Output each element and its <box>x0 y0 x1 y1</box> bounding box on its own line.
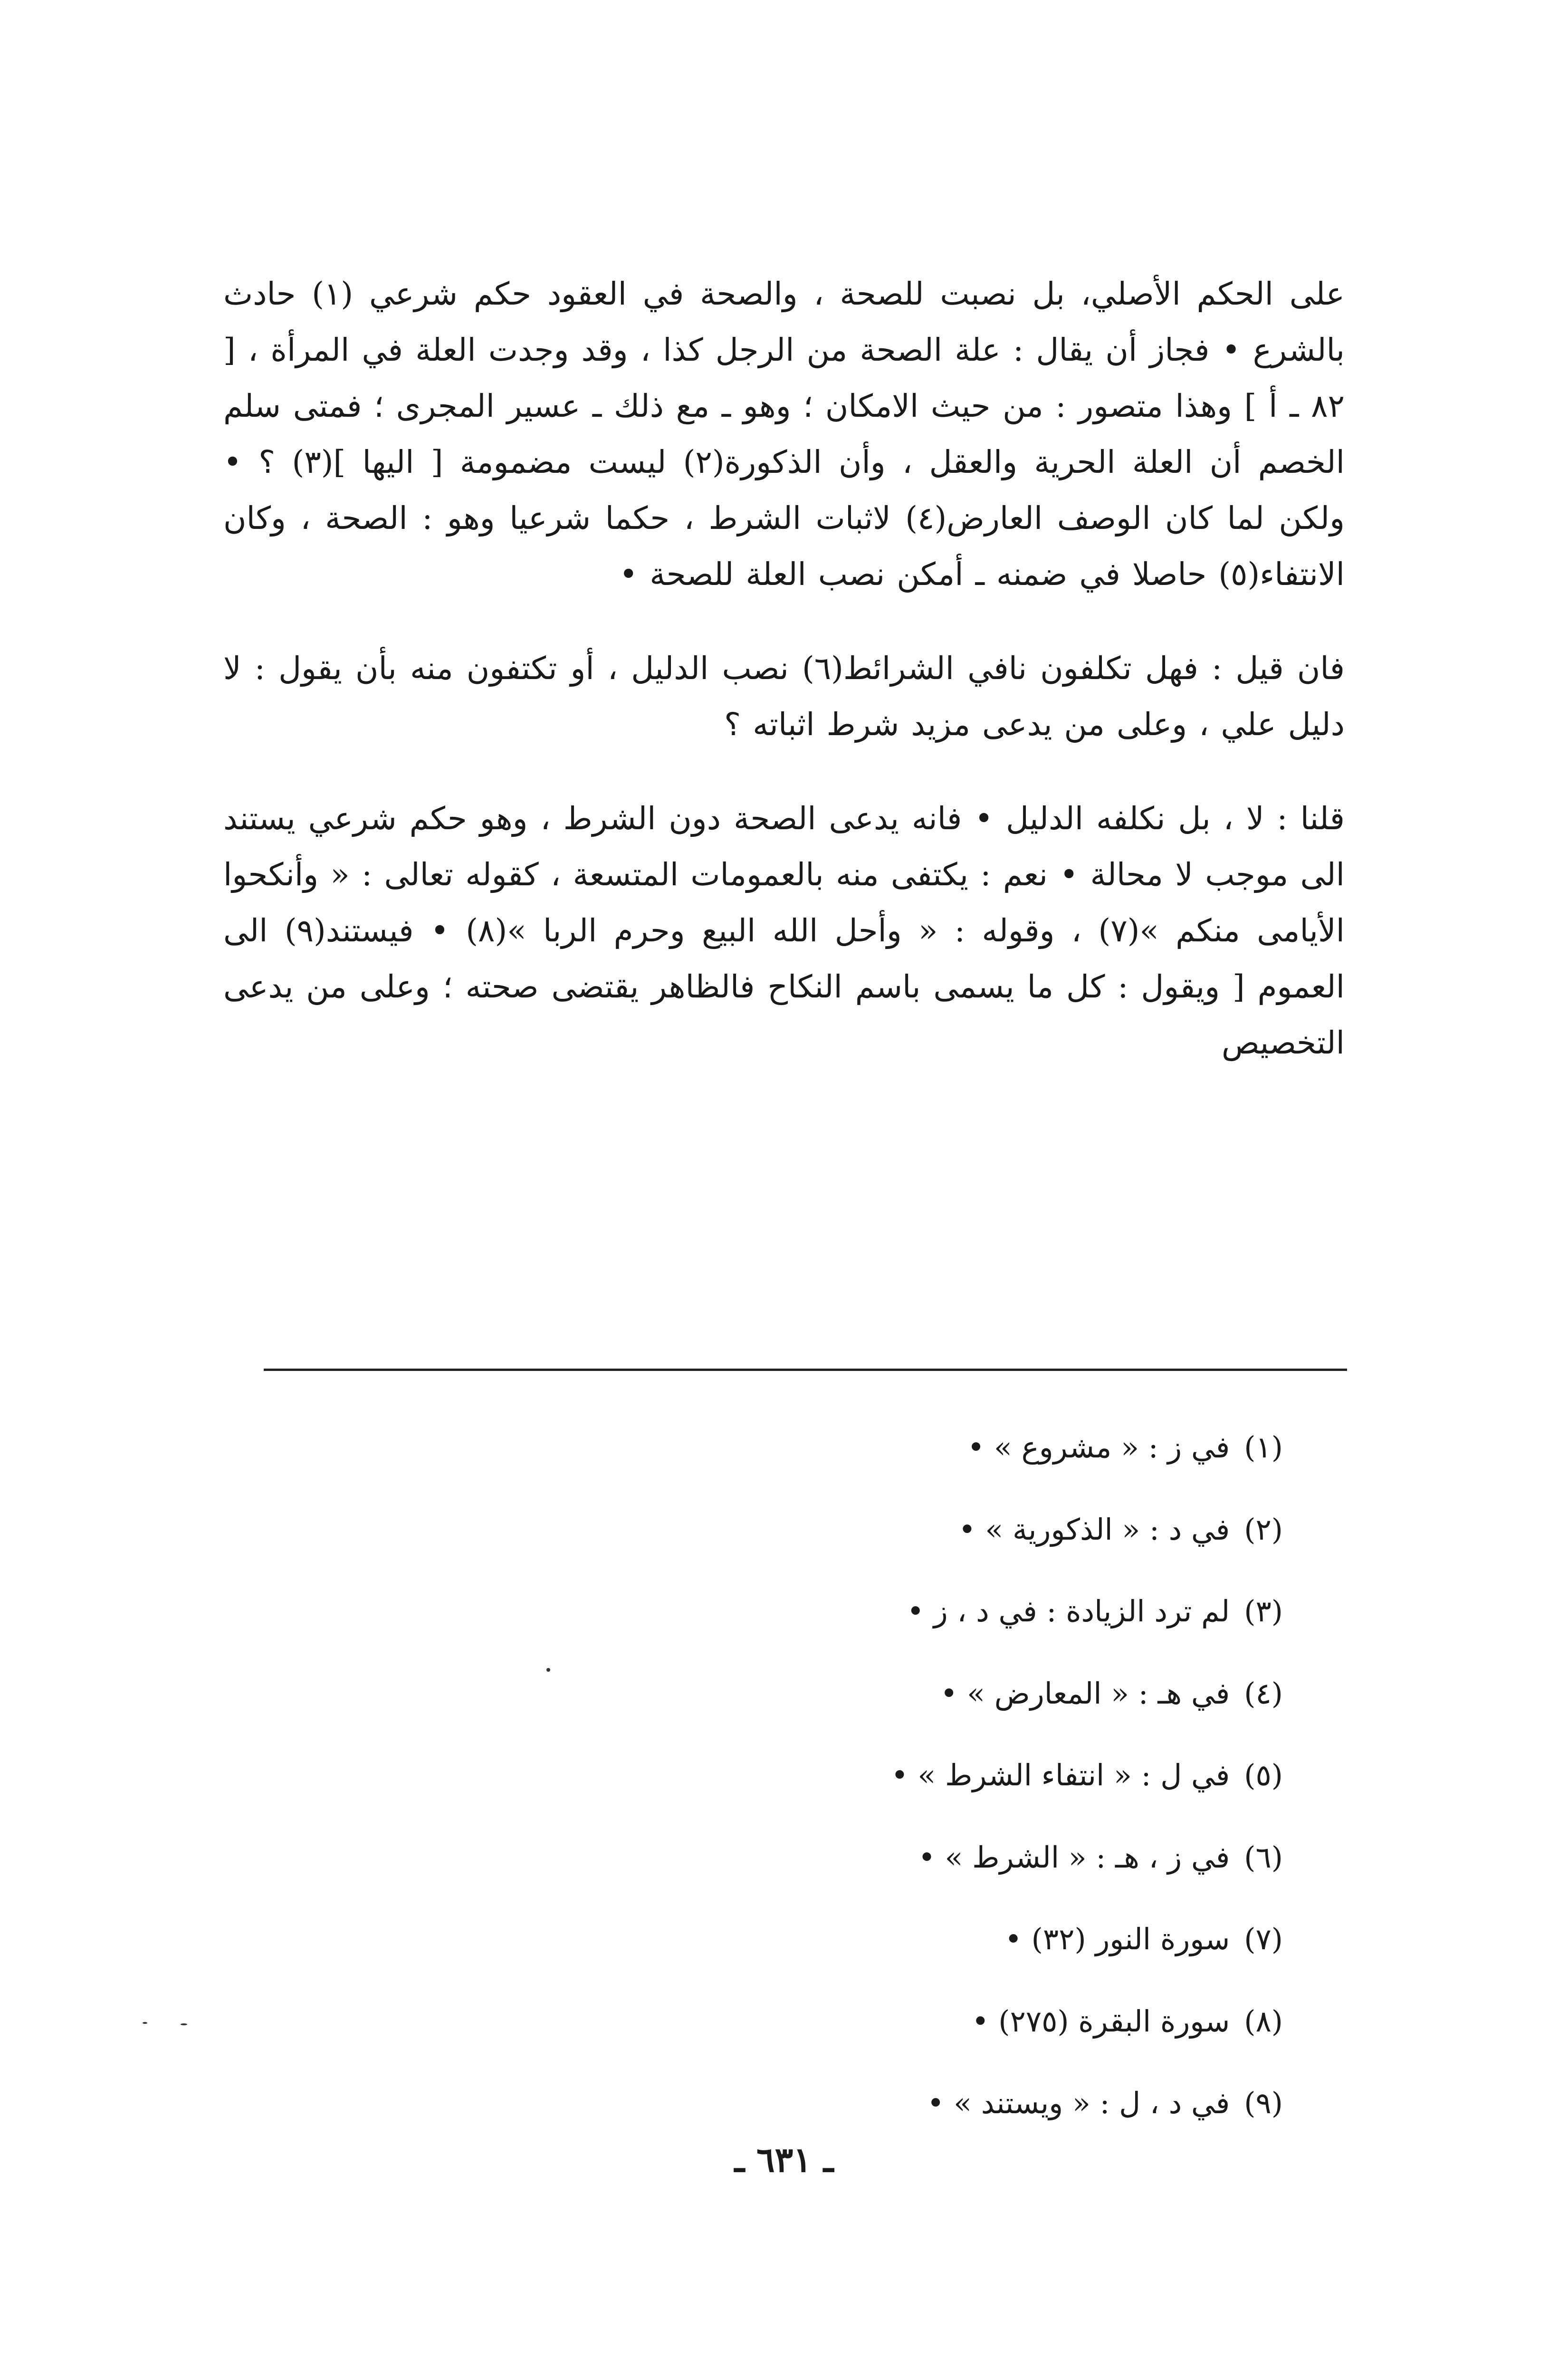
footnote-text: في ل : « انتفاء الشرط » • <box>891 1758 1230 1792</box>
footnote-number: (١) <box>1244 1430 1283 1465</box>
footnote-separator <box>264 1369 1347 1371</box>
footnote <box>713 1898 1283 1981</box>
footnote-number: (٤) <box>1244 1676 1283 1711</box>
footnote-text: في ز : « مشروع » • <box>967 1430 1230 1465</box>
footnotes <box>713 1407 1283 2145</box>
footnote-text: في ز ، هـ : « الشرط » • <box>918 1839 1230 1875</box>
footnote-number: (٧) <box>1244 1922 1283 1956</box>
footnote-number: (٥) <box>1244 1758 1283 1792</box>
footnote-text: في هـ : « المعارض » • <box>940 1676 1230 1711</box>
footnote-number: (٦) <box>1244 1839 1283 1875</box>
footnote-text: في د : « الذكورية » • <box>958 1512 1230 1547</box>
footnote <box>713 1981 1283 2063</box>
footnote <box>713 1407 1283 1489</box>
footnote-text: سورة النور (٣٢) • <box>1004 1922 1230 1956</box>
paragraph-3: قلنا : لا ، بل نكلفه الدليل • فانه يدعى الصحة دون الشرط ، وهو حكم شرعي يستند الى موجب لا محالة • نعم : يكتفى منه بالعمومات المتسعة ، كقوله تعالى : « وأنكحوا الأيامى منكم »(٧) ، وقوله : « وأحل الله البيع وحرم الربا »(٨) • فيستند(٩) الى العموم [ ويقول : كل ما يسمى باسم النكاح فالظاهر يقتضى صحته ؛ وعلى من يدعى التخصيص <box>223 800 1345 1061</box>
footnote-number: (٩) <box>1244 2086 1283 2120</box>
page-number: ـ ٦٣١ ـ <box>734 2139 834 2180</box>
footnote-number: (٨) <box>1244 2003 1283 2039</box>
footnote <box>713 1734 1283 1817</box>
footnote <box>713 2062 1283 2145</box>
footnote <box>713 1817 1283 1899</box>
main-text <box>223 266 1345 1071</box>
footnote-text: في د ، ل : « ويستند » • <box>927 2086 1230 2120</box>
scan-speck <box>181 2023 187 2025</box>
footnote <box>713 1571 1283 1653</box>
paragraph-2: فان قيل : فهل تكلفون نافي الشرائط(٦) نصب الدليل ، أو تكتفون منه بأن يقول : لا دليل علي ، وعلى من يدعى مزيد شرط اثباته ؟ <box>223 650 1345 743</box>
paragraph-1: على الحكم الأصلي، بل نصبت للصحة ، والصحة في العقود حكم شرعي (١) حادث بالشرع • فجاز أن يقال : علة الصحة من الرجل كذا ، وقد وجدت العلة في المرأة ، [ ٨٢ ـ أ ] وهذا متصور : من حيث الامكان ؛ وهو ـ مع ذلك ـ عسير المجرى ؛ فمتى سلم الخصم أن العلة الحرية والعقل ، وأن الذكورة(٢) ليست مضمومة [ اليها ](٣) ؟ • ولكن لما كان الوصف العارض(٤) لاثبات الشرط ، حكما شرعيا وهو : الصحة ، وكان الانتفاء(٥) حاصلا في ضمنه ـ أمكن نصب العلة للصحة • <box>223 276 1345 593</box>
footnote-text: لم ترد الزيادة : في د ، ز • <box>907 1594 1230 1629</box>
footnote <box>713 1653 1283 1735</box>
footnote-number: (٣) <box>1244 1594 1283 1629</box>
footnote-text: سورة البقرة (٢٧٥) • <box>972 2003 1230 2039</box>
footnote-number: (٢) <box>1244 1512 1283 1547</box>
footnote <box>713 1489 1283 1571</box>
scan-speck <box>143 2022 147 2024</box>
scan-speck <box>546 1668 550 1672</box>
